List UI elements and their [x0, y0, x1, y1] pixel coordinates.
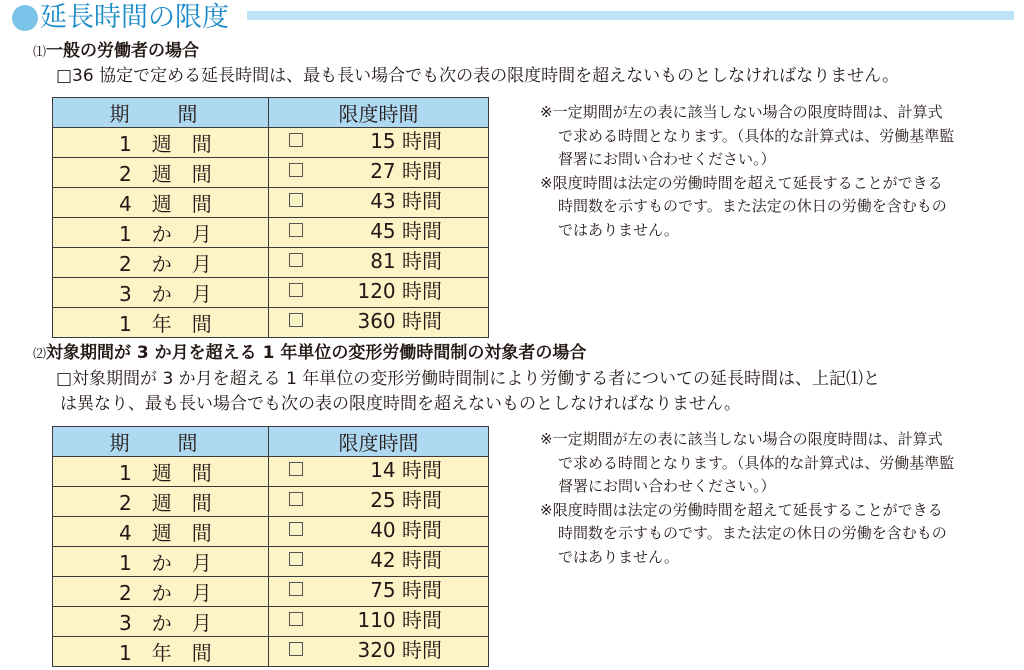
- column-header-period: 期 間: [53, 98, 269, 128]
- table-row: [53, 308, 489, 338]
- limit-hours: 110 時間: [357, 608, 442, 632]
- period-cell: 2 週 間: [53, 487, 269, 517]
- checkbox-icon: [289, 133, 303, 147]
- section-heading: [33, 40, 199, 64]
- table-row: [53, 218, 489, 248]
- checkbox-icon: [289, 642, 303, 656]
- checkbox-icon: [289, 223, 303, 237]
- section-body-line: □対象期間が 3 か月を超える 1 年単位の変形労働時間制により労働する者についての延長時間は、上記⑴と: [56, 369, 880, 389]
- limit-cell: [269, 487, 489, 517]
- section-heading-text: 対象期間が 3 か月を超える 1 年単位の変形労働時間制の対象者の場合: [46, 343, 587, 363]
- limit-hours: 75 時間: [370, 578, 442, 602]
- checkbox-icon: [289, 163, 303, 177]
- checkbox-icon: [289, 253, 303, 267]
- period-cell: 1 か 月: [53, 547, 269, 577]
- period-cell: 2 か 月: [53, 577, 269, 607]
- page-header: [0, 0, 1024, 40]
- checkbox-icon: [289, 283, 303, 297]
- period-cell: 4 週 間: [53, 188, 269, 218]
- note-line: 督署にお問い合わせください。）: [558, 477, 776, 495]
- checkbox-icon: [289, 612, 303, 626]
- period-cell: 3 か 月: [53, 607, 269, 637]
- table-row: [53, 607, 489, 637]
- limit-cell: [269, 607, 489, 637]
- title-divider: [247, 11, 1014, 20]
- period-cell: 1 週 間: [53, 457, 269, 487]
- section-number: ⑴: [33, 45, 47, 60]
- table-row: [53, 577, 489, 607]
- limit-hours: 42 時間: [370, 548, 442, 572]
- table-row: [53, 457, 489, 487]
- checkbox-icon: [289, 522, 303, 536]
- table-header-row: [53, 98, 489, 128]
- limit-hours: 27 時間: [370, 159, 442, 183]
- column-header-period: 期 間: [53, 427, 269, 457]
- period-cell: 2 週 間: [53, 158, 269, 188]
- limit-cell: [269, 278, 489, 308]
- section-number: ⑵: [33, 347, 47, 362]
- table-row: [53, 547, 489, 577]
- table-row: [53, 188, 489, 218]
- limit-hours: 81 時間: [370, 249, 442, 273]
- limit-hours: 14 時間: [370, 458, 442, 482]
- limit-cell: [269, 188, 489, 218]
- limit-hours: 40 時間: [370, 518, 442, 542]
- table-row: [53, 158, 489, 188]
- period-cell: 1 か 月: [53, 218, 269, 248]
- section-body-line: は異なり、最も長い場合でも次の表の限度時間を超えないものとしなければなりません。: [60, 394, 742, 414]
- note-line: ではありません。: [558, 547, 679, 566]
- limit-cell: [269, 457, 489, 487]
- limit-hours: 15 時間: [370, 129, 442, 153]
- note-line: で求める時間となります。（具体的な計算式は、労働基準監: [558, 453, 955, 472]
- table-row: [53, 637, 489, 667]
- limit-hours: 120 時間: [357, 279, 442, 303]
- limit-cell: [269, 577, 489, 607]
- period-cell: 1 週 間: [53, 128, 269, 158]
- note-line: ※限度時間は法定の労働時間を超えて延長することができる: [540, 173, 943, 192]
- note-line: 時間数を示すものです。また法定の休日の労働を含むもの: [558, 524, 947, 542]
- checkbox-icon: [289, 193, 303, 207]
- checkbox-icon: [289, 492, 303, 506]
- note-line: 時間数を示すものです。また法定の休日の労働を含むもの: [558, 197, 947, 215]
- note-line: ※一定期間が左の表に該当しない場合の限度時間は、計算式: [540, 103, 943, 121]
- period-cell: 1 年 間: [53, 637, 269, 667]
- table-header-row: [53, 427, 489, 457]
- checkbox-icon: [289, 582, 303, 596]
- table-row: [53, 278, 489, 308]
- section-heading-text: 一般の労働者の場合: [46, 41, 200, 61]
- limit-cell: [269, 128, 489, 158]
- section-heading: [33, 342, 586, 366]
- note-line: ではありません。: [558, 220, 679, 239]
- checkbox-icon: [289, 462, 303, 476]
- period-cell: 2 か 月: [53, 248, 269, 278]
- limit-table: [52, 426, 489, 667]
- note-line: ※一定期間が左の表に該当しない場合の限度時間は、計算式: [540, 430, 943, 448]
- limit-hours: 320 時間: [357, 638, 442, 662]
- limit-cell: [269, 158, 489, 188]
- period-cell: 1 年 間: [53, 308, 269, 338]
- limit-hours: 45 時間: [370, 219, 442, 243]
- note-line: で求める時間となります。（具体的な計算式は、労働基準監: [558, 126, 955, 145]
- note-line: ※限度時間は法定の労働時間を超えて延長することができる: [540, 500, 943, 519]
- note-line: 督署にお問い合わせください。）: [558, 150, 776, 168]
- limit-hours: 25 時間: [370, 488, 442, 512]
- limit-cell: [269, 517, 489, 547]
- table-row: [53, 128, 489, 158]
- table-row: [53, 248, 489, 278]
- limit-cell: [269, 248, 489, 278]
- column-header-limit: 限度時間: [269, 98, 489, 128]
- checkbox-icon: [289, 313, 303, 327]
- notes-block: [540, 101, 1020, 242]
- limit-cell: [269, 308, 489, 338]
- period-cell: 3 か 月: [53, 278, 269, 308]
- section-body-line: □36 協定で定める延長時間は、最も長い場合でも次の表の限度時間を超えないものとしなければなりません。: [56, 66, 900, 86]
- limit-hours: 360 時間: [357, 309, 442, 333]
- limit-cell: [269, 218, 489, 248]
- table-row: [53, 487, 489, 517]
- checkbox-icon: [289, 552, 303, 566]
- limit-hours: 43 時間: [370, 189, 442, 213]
- page-title: 延長時間の限度: [40, 2, 229, 33]
- column-header-limit: 限度時間: [269, 427, 489, 457]
- limit-cell: [269, 637, 489, 667]
- title-bullet-icon: [12, 5, 38, 31]
- table-row: [53, 517, 489, 547]
- notes-block: [540, 428, 1020, 569]
- limit-table: [52, 97, 489, 338]
- period-cell: 4 週 間: [53, 517, 269, 547]
- limit-cell: [269, 547, 489, 577]
